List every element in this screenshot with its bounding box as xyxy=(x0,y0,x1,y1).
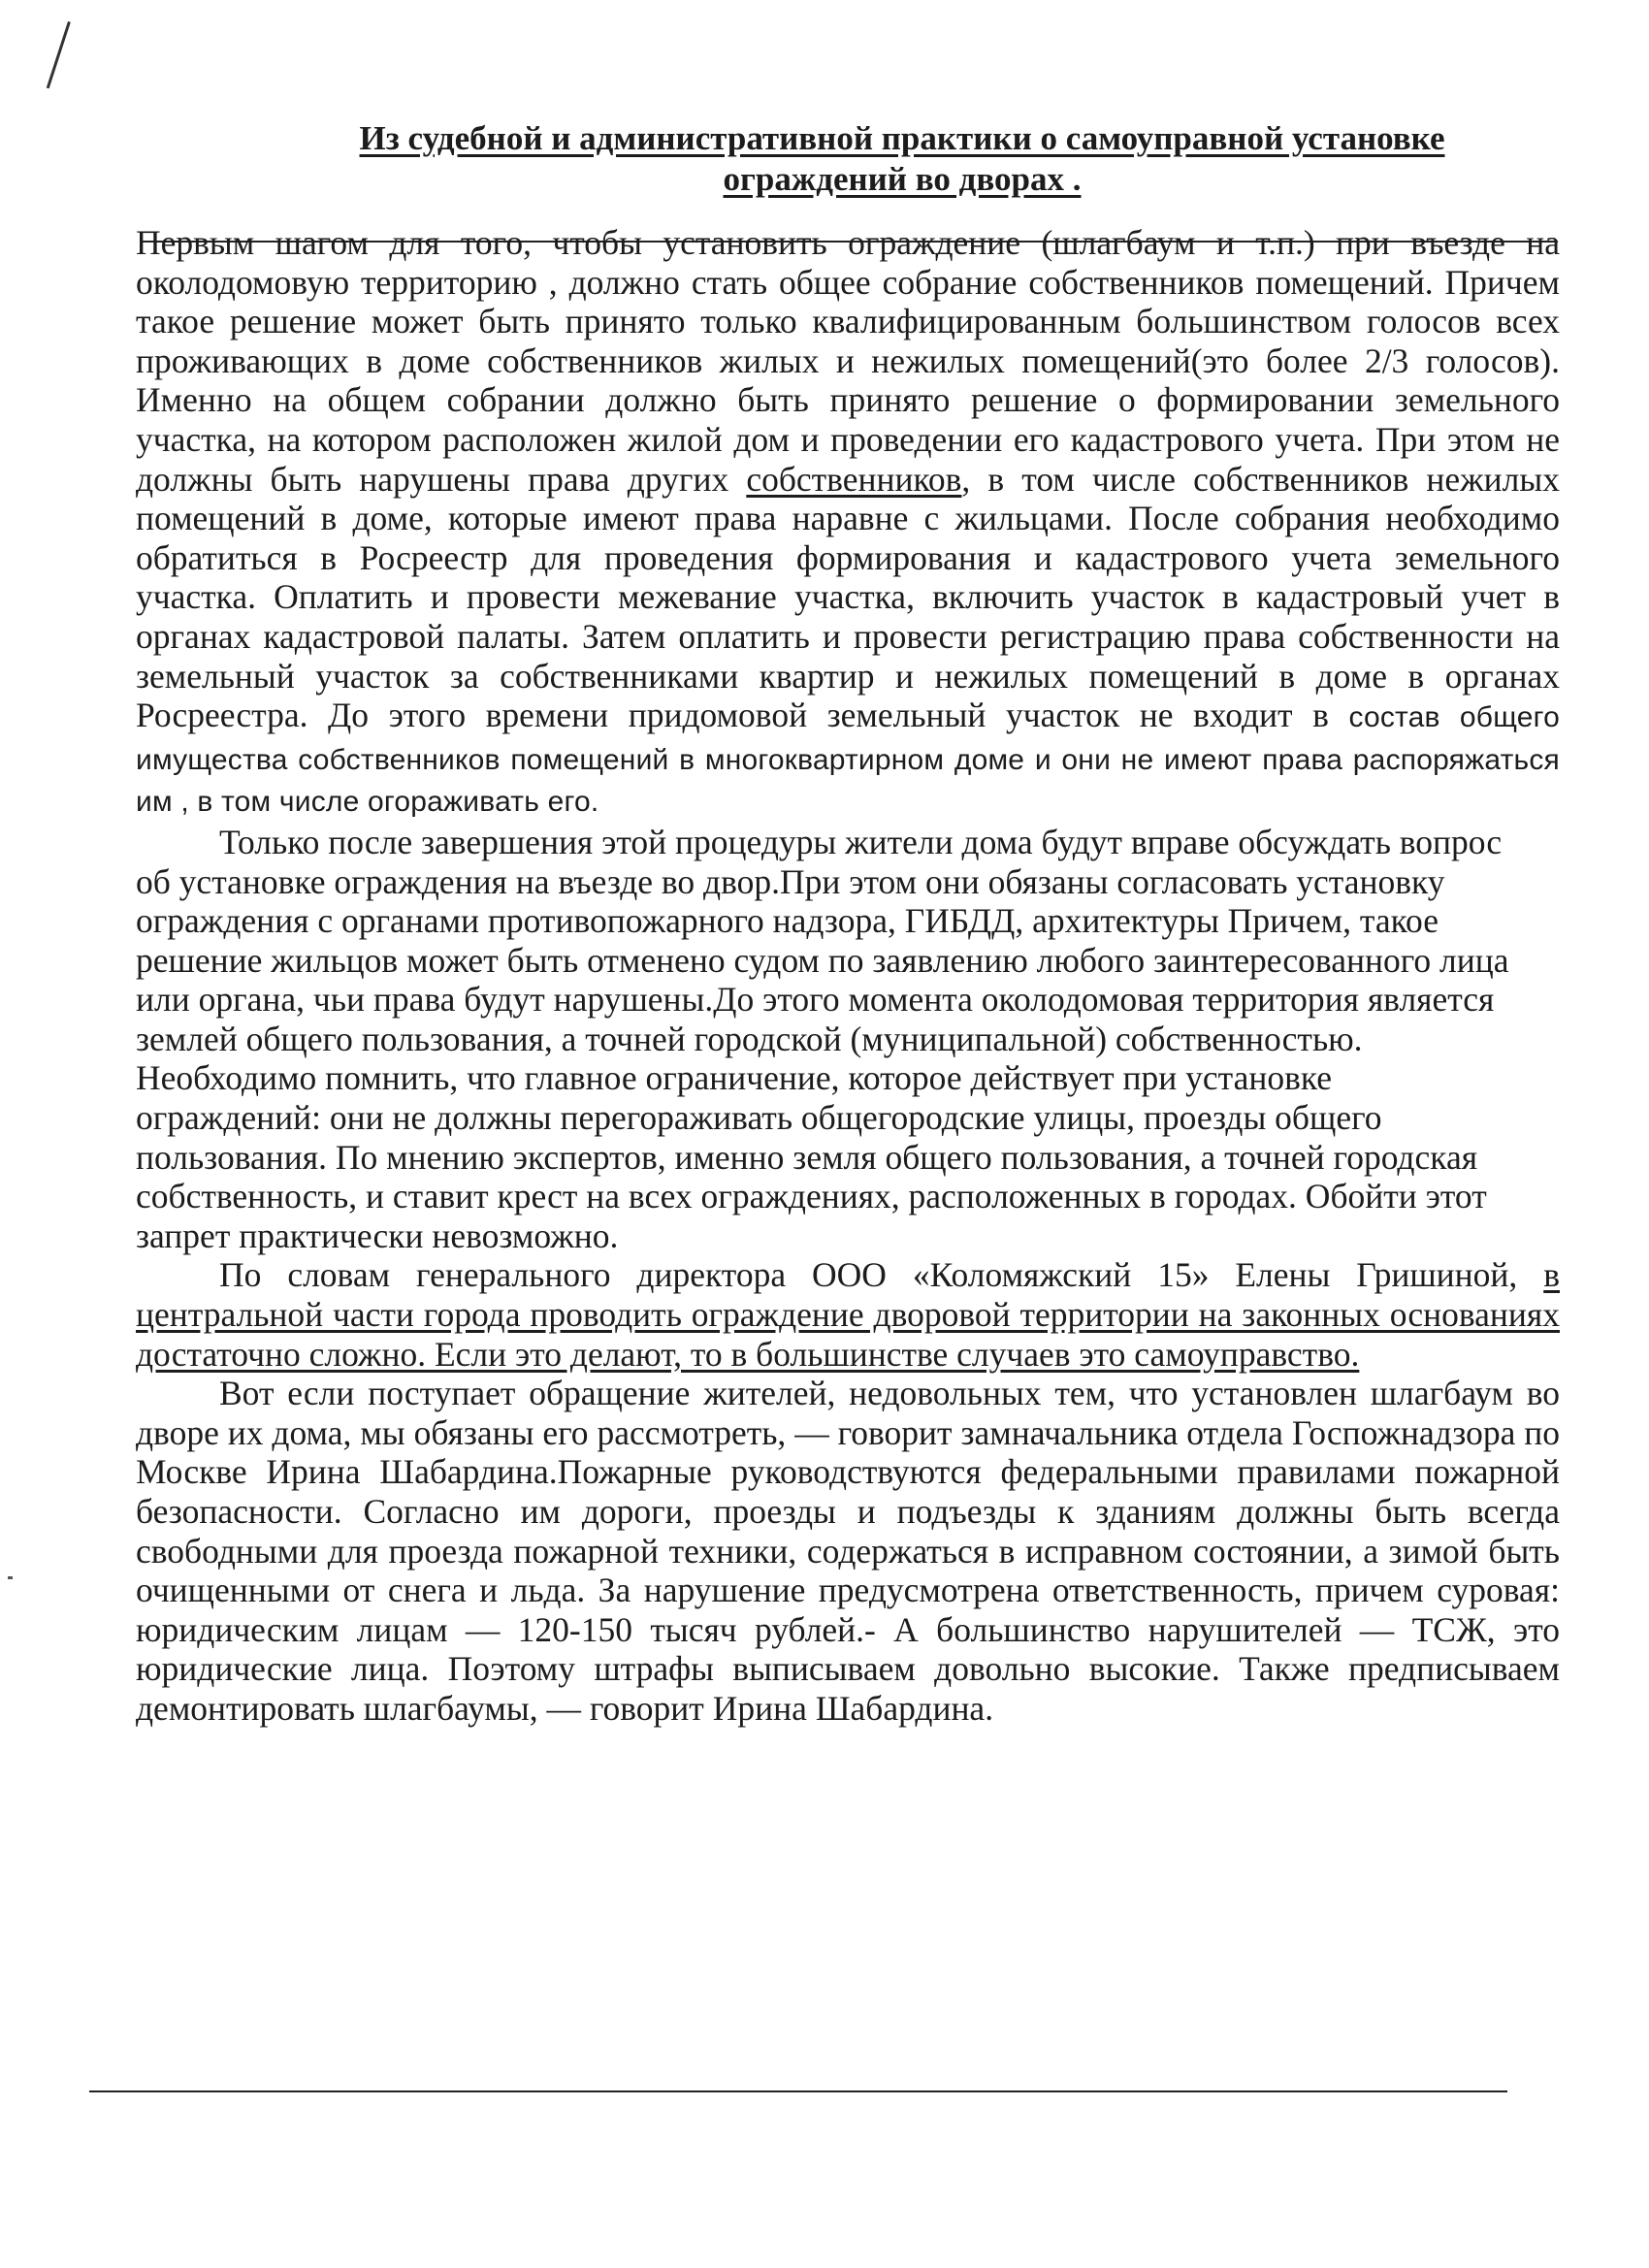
paragraph-3: Необходимо помнить, что главное ограничение, которое действует при установке ограждений: они не должны перегораживать общегородские улицы, проезды общего пользования. По мнению экспертов, именно земля общего пользования, а точней городская собственность, и ставит крест на всех ограждениях, расположенных в городах. Обойти этот запрет практически невозможно. xyxy=(136,1058,1487,1255)
paragraph-1-text-b: , в том числе собственников нежилых помещений в доме, которые имеют права наравне с жильцами. После собрания необходимо обратиться в Росреестр для проведения формирования и кадастрового учета земельного участка. Оплатить и провести межевание участка, включить участок в кадастровый учет в органах кадастровой палаты. Затем оплатить и провести регистрацию права собственности на земельный участок за собственниками квартир и нежилых помещений в доме в органах Росреестра. До этого времени придомовой земельный участок не входит в xyxy=(136,459,1560,735)
paragraph-1 xyxy=(136,223,1560,823)
paragraph-1-underlined: собственников xyxy=(746,459,962,499)
document-title: Из судебной и административной практики о самоуправной установке ограждений во дворах . xyxy=(359,119,1445,198)
scan-speck xyxy=(8,1576,13,1579)
paragraph-1-sans-tail: состав общего имущества собственников помещений в многоквартирном доме и они не имеют права распоряжаться им , в том числе огораживать его. xyxy=(136,701,1560,819)
paragraph-4-underlined: в центральной части города проводить ограждение дворовой территории на законных основаниях достаточно сложно. Если это делают, то в большинстве случаев это самоуправство. xyxy=(136,1255,1560,1374)
paragraph-1-text-a: Первым шагом для того, чтобы установить ограждение (шлагбаум и т.п.) при въезде на околодомовую территорию , должно стать общее собрание собственников помещений. Причем такое решение может быть принято только квалифицированным большинством голосов всех проживающих в доме собственников жилых и нежилых помещений(это более 2/3 голосов). Именно на общем собрании должно быть принято решение о формировании земельного участка, на котором расположен жилой дом и проведении его кадастрового учета. При этом не должны быть нарушены права других xyxy=(136,223,1560,499)
paragraph-4-text: По словам генерального директора ООО «Коломяжский 15» Елены Гришиной, xyxy=(219,1255,1544,1295)
bottom-rule xyxy=(89,2090,1507,2092)
paragraph-5: Вот если поступает обращение жителей, недовольных тем, что установлен шлагбаум во дворе их дома, мы обязаны его рассмотреть, — говорит замначальника отдела Госпожнадзора по Москве Ирина Шабардина.Пожарные руководствуются федеральными правилами пожарной безопасности. Согласно им дороги, проезды и подъезды к зданиям должны быть всегда свободными для проезда пожарной техники, содержаться в исправном состоянии, а зимой быть очищенными от снега и льда. За нарушение предусмотрена ответственность, причем суровая: юридическим лицам — 120-150 тысяч рублей.- А большинство нарушителей — ТСЖ, это юридические лица. Поэтому штрафы выписываем довольно высокие. Также предписываем демонтировать шлагбаумы, — говорит Ирина Шабардина. xyxy=(136,1374,1560,1728)
document-body xyxy=(136,223,1560,1729)
paragraph-2: Только после завершения этой процедуры жители дома будут вправе обсуждать вопрос об установке ограждения на въезде во двор.При этом они обязаны согласовать установку ограждения с органами противопожарного надзора, ГИБДД, архитектуры Причем, такое решение жильцов может быть отменено судом по заявлению любого заинтересованного лица или органа, чьи права будут нарушены.До этого момента околодомовая территория является землей общего пользования, а точней городской (муниципальной) собственностью. xyxy=(136,822,1509,1058)
pen-mark xyxy=(47,21,71,88)
paragraph-4 xyxy=(136,1255,1560,1374)
